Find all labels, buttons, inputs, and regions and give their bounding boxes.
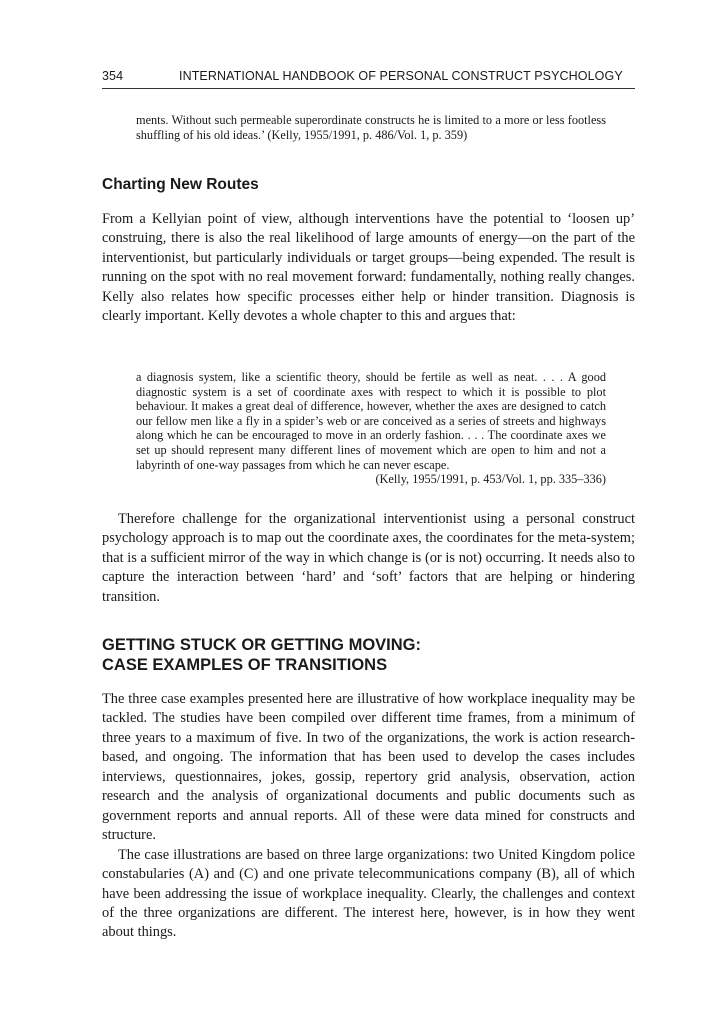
section1-paragraph-1 xyxy=(102,210,635,327)
continued-quote-text: ments. Without such permeable superordinate constructs he is limited to a more or less footless shuffling of his old ideas.’ (Kelly, 1955/1991, p. 486/Vol. 1, p. 359) xyxy=(136,113,606,142)
running-header xyxy=(102,66,635,89)
section2-body xyxy=(102,690,635,943)
paragraph-text: Therefore challenge for the organizational interventionist using a personal construct psychology approach is to map out the coordinate axes, the coordinates for the meta-system; that is a sufficient mirror of the way in which change is (or is not) occurring. It needs also to capture the interaction between ‘hard’ and ‘soft’ factors that are helping or hindering transition. xyxy=(102,511,635,605)
heading-line-1: GETTING STUCK OR GETTING MOVING: xyxy=(102,636,421,654)
heading-line-2: CASE EXAMPLES OF TRANSITIONS xyxy=(102,655,388,674)
section1-paragraph-2 xyxy=(102,510,635,607)
section2-paragraph-2: The case illustrations are based on three large organizations: two United Kingdom police constabularies (A) and (C) and one private telecommunications company (B), all of which have been addressing the issue of workplace inequality. Clearly, the challenges and context of the three organizations are different. The interest here, however, is in how they went about things. xyxy=(102,846,635,941)
block-quote xyxy=(136,370,606,487)
section2-paragraph-1: The three case examples presented here are illustrative of how workplace inequality may be tackled. The studies have been compiled over different time frames, from a minimum of three years to a maximum of five. In two of the organizations, the work is action research-based, and ongoing. The information that has been used to develop the cases includes interviews, questionnaires, jokes, gossip, repertory grid analysis, observation, action research and the analysis of organizational documents and public documents such as government reports and annual reports. All of these were data mined for constructs and structure. xyxy=(102,691,635,844)
block-quote-citation: (Kelly, 1955/1991, p. 453/Vol. 1, pp. 335–336) xyxy=(375,472,606,487)
running-title: INTERNATIONAL HANDBOOK OF PERSONAL CONSTRUCT PSYCHOLOGY xyxy=(179,69,623,83)
paragraph-text: From a Kellyian point of view, although interventions have the potential to ‘loosen up’ construing, there is also the real likelihood of large amounts of energy—on the part of the interventionist, but particularly individuals or target groups—being expended. The result is running on the spot with no real movement forward: fundamentally, nothing really changes. Kelly also relates how specific processes either help or hinder transition. Diagnosis is clearly important. Kelly devotes a whole chapter to this and argues that: xyxy=(102,211,635,325)
page-number: 354 xyxy=(102,69,124,83)
block-quote-text: a diagnosis system, like a scientific theory, should be fertile as well as neat. . . . A good diagnostic system is a set of coordinate axes with respect to which it is possible to plot behaviour. It makes a great deal of difference, however, whether the axes are designed to catch our fellow men like a fly in a spider’s web or are conceived as a series of streets and highways along which he can be encouraged to move in an orderly fashion. . . . The coordinate axes we set up should represent many different lines of movement which are open to him and not a labyrinth of one-way passages from which he can never escape. xyxy=(136,370,606,472)
section-heading-case-examples xyxy=(102,636,421,675)
section-heading-charting-new-routes: Charting New Routes xyxy=(102,176,259,193)
continued-quote xyxy=(136,113,606,142)
